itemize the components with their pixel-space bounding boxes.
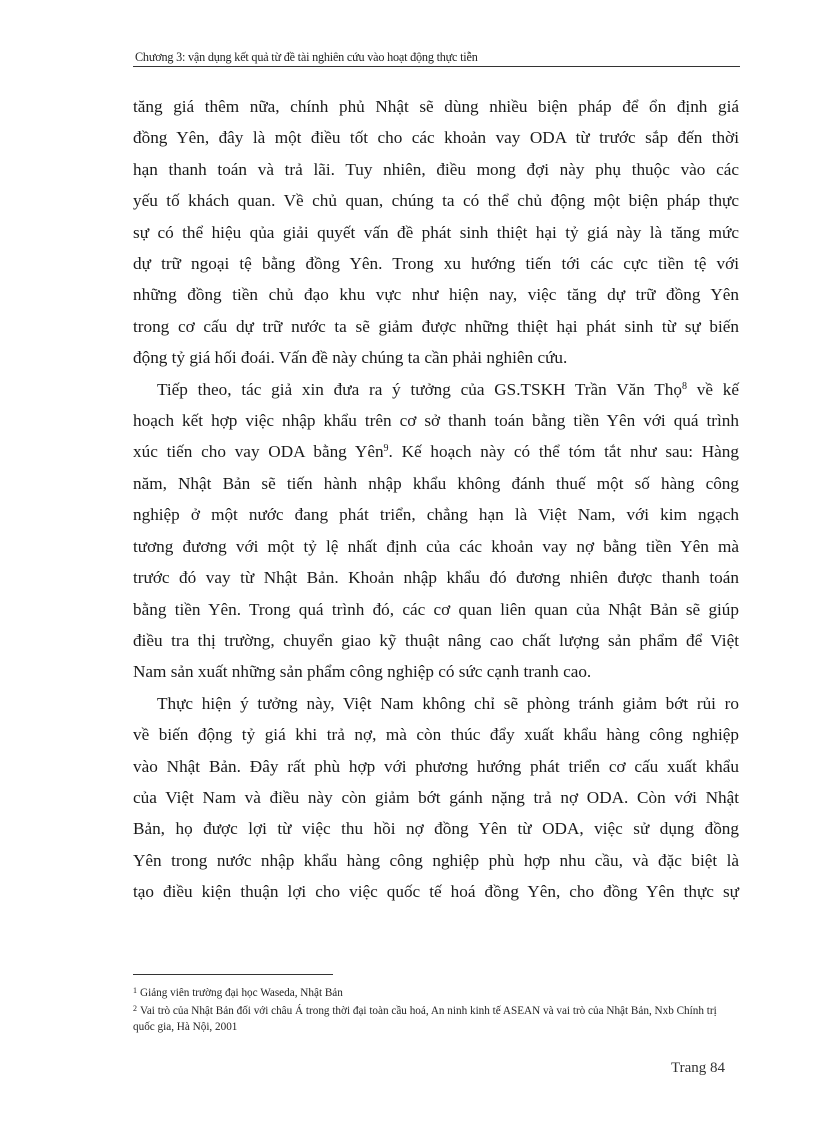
text-line: nghiệp ở một nước đang phát triển, chẳng hạn là Việt Nam, với kim ngạch: [133, 505, 739, 525]
text-segment: Tiếp theo, tác giả xin đưa ra ý tưởng của GS.TSKH Trần Văn Thọ: [157, 379, 682, 399]
text-line: [133, 374, 739, 405]
text-line: những đồng tiền chủ đạo khu vực như hiện nay, việc tăng dự trữ đồng Yên: [133, 285, 739, 305]
text-line: tăng giá thêm nữa, chính phủ Nhật sẽ dùng nhiều biện pháp để ổn định giá: [133, 97, 739, 116]
text-line: hoạch kết hợp việc nhập khẩu trên cơ sở thanh toán bằng tiền Yên với quá trình: [133, 411, 739, 431]
page-number: Trang 84: [671, 1060, 726, 1076]
paragraph-3: [133, 688, 739, 908]
text-line: vào Nhật Bản. Đây rất phù hợp với phương hướng phát triển cơ cấu xuất khẩu: [133, 756, 739, 776]
text-line: tạo điều kiện thuận lợi cho việc quốc tế hoá đồng Yên, cho đồng Yên thực sự: [133, 882, 739, 902]
text-line: năm, Nhật Bản sẽ tiến hành nhập khẩu không đánh thuế một số hàng công: [133, 473, 739, 493]
footnotes: [133, 983, 739, 1035]
text-line: hạn thanh toán và trả lãi. Tuy nhiên, điều mong đợi này phụ thuộc vào các: [133, 159, 739, 179]
header-divider: [133, 66, 740, 67]
text-segment: xúc tiến cho vay ODA bằng Yên: [133, 442, 384, 462]
text-line: Bản, họ được lợi từ việc thu hồi nợ đồng Yên từ ODA, việc sử dụng đồng: [133, 819, 739, 839]
paragraph-1: [133, 91, 739, 374]
text-line: sự có thể hiệu qủa giải quyết vấn đề phát sinh thiệt hại tỷ giá này là tăng mức: [133, 222, 739, 242]
footnote-ref: 8: [681, 380, 687, 392]
footnote-item: [133, 983, 739, 1001]
text-line: đồng Yên, đây là một điều tốt cho các khoản vay ODA từ trước sắp đến thời: [133, 128, 739, 148]
text-line: bằng tiền Yên. Trong quá trình đó, các cơ quan liên quan của Nhật Bản sẽ giúp: [133, 599, 739, 619]
footnote-mark: 2: [133, 1004, 137, 1013]
text-line: động tỷ giá hối đoái. Vấn đề này chúng ta cần phải nghiên cứu.: [133, 348, 568, 368]
body-text: [133, 91, 739, 908]
footnote-item: [133, 1001, 739, 1035]
paragraph-2: [133, 374, 739, 688]
text-line: trước đó vay từ Nhật Bản. Khoản nhập khẩu đó đương nhiên được thanh toán: [133, 568, 739, 588]
text-line: [133, 436, 739, 467]
text-segment: về kế: [686, 379, 739, 399]
text-line: về biến động tỷ giá khi trả nợ, mà còn thúc đẩy xuất khẩu hàng công nghiệp: [133, 725, 739, 745]
footnote-text: Giảng viên trường đại học Waseda, Nhật Bản: [140, 987, 343, 999]
text-line: yếu tố khách quan. Về chủ quan, chúng ta có thể chủ động một biện pháp thực: [133, 191, 739, 211]
text-line: trong cơ cấu dự trữ nước ta sẽ giảm được những thiệt hại phát sinh từ sự biến: [133, 316, 739, 336]
footnote-ref: 9: [383, 443, 389, 455]
text-line: Yên trong nước nhập khẩu hàng công nghiệp phù hợp nhu cầu, và đặc biệt là: [133, 850, 739, 870]
footnote-text: Vai trò của Nhật Bản đối với châu Á trong thời đại toàn cầu hoá, An ninh kinh tế ASEAN và vai trò của Nhật Bản, Nxb Chính trị quốc gia, Hà Nội, 2001: [133, 1005, 717, 1033]
footnote-divider: [133, 974, 333, 975]
text-line: Nam sản xuất những sản phẩm công nghiệp có sức cạnh tranh cao.: [133, 662, 592, 682]
text-line: tương đương với một tỷ lệ nhất định của các khoản vay nợ bằng tiền Yên mà: [133, 536, 739, 556]
text-line: dự trữ ngoại tệ bằng đồng Yên. Trong xu hướng tiến tới các cực tiền tệ với: [133, 254, 739, 274]
text-line: Thực hiện ý tưởng này, Việt Nam không chỉ sẽ phòng tránh giảm bớt rủi ro: [157, 693, 739, 713]
text-segment: . Kế hoạch này có thể tóm tắt như sau: Hàng: [388, 442, 739, 462]
footnote-mark: 1: [133, 986, 137, 995]
text-line: của Việt Nam và điều này còn giảm bớt gánh nặng trả nợ ODA. Còn với Nhật: [133, 787, 739, 807]
running-header: Chương 3: vận dụng kết quả từ đề tài nghiên cứu vào hoạt động thực tiễn: [135, 50, 478, 64]
text-line: điều tra thị trường, chuyển giao kỹ thuật nâng cao chất lượng sản phẩm để Việt: [133, 630, 739, 650]
